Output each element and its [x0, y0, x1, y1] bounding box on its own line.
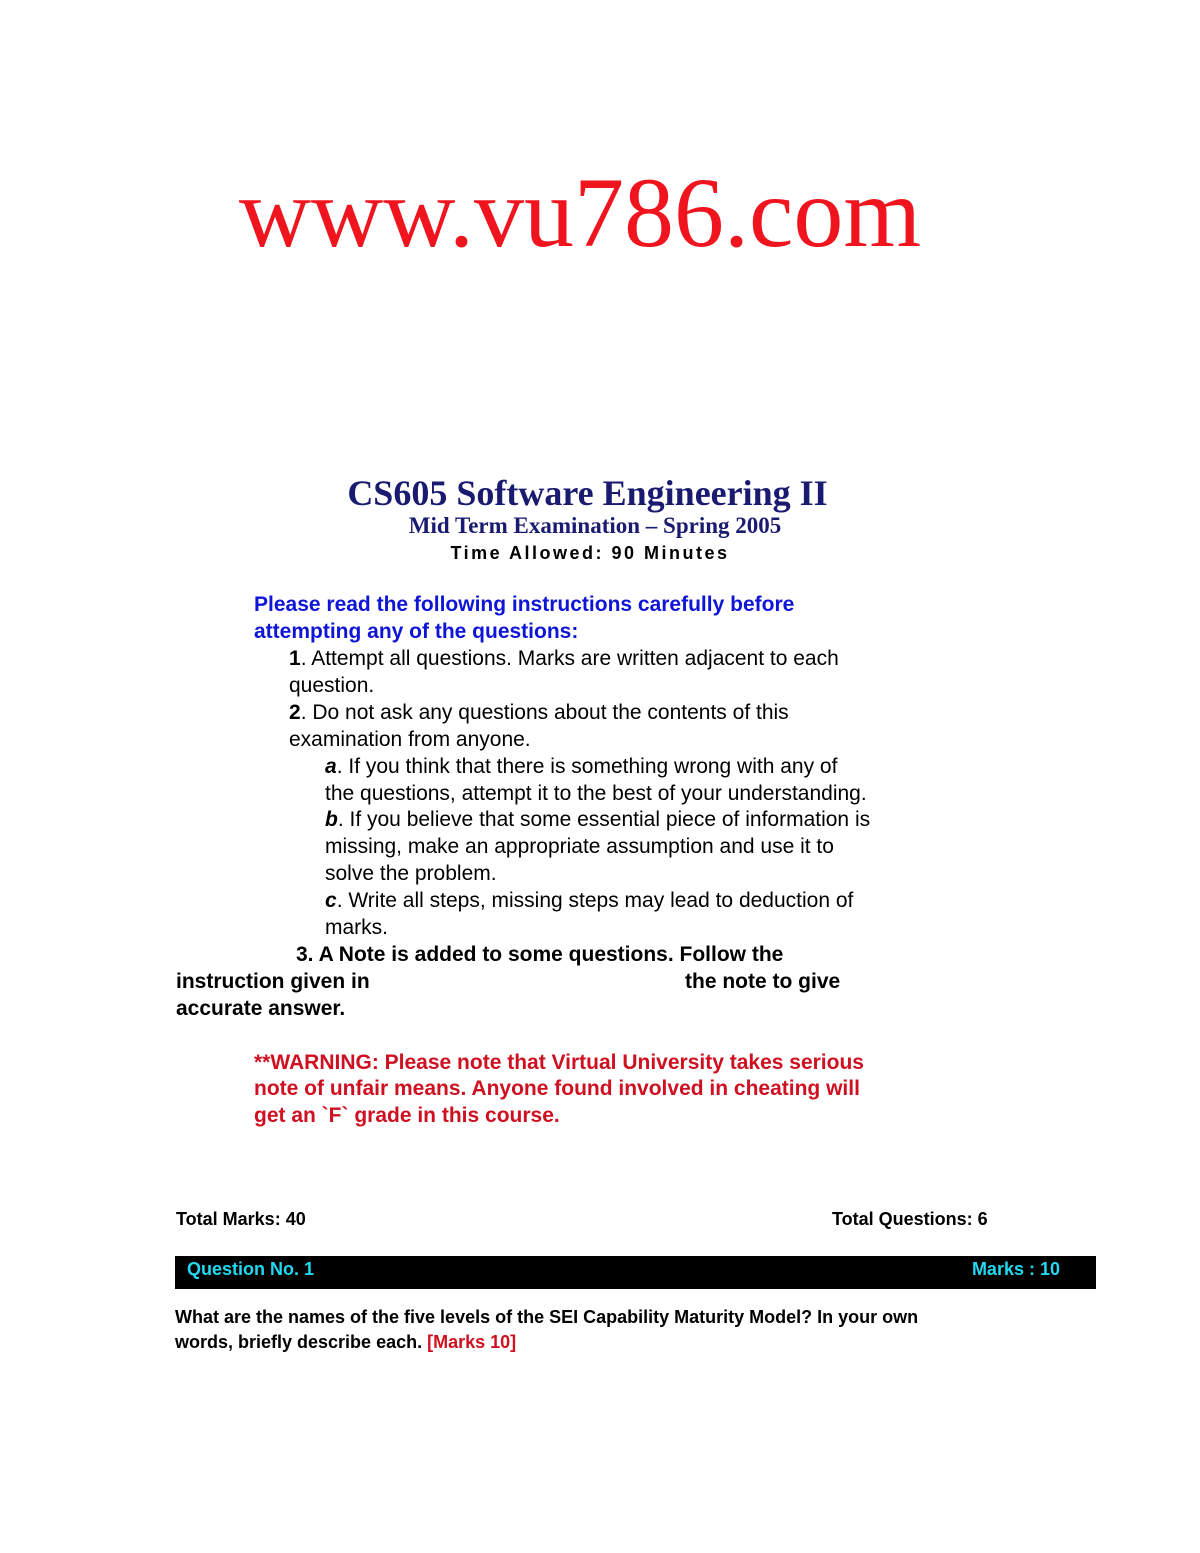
- instruction-subitem-b: [325, 806, 870, 833]
- question-text-line1: What are the names of the five levels of the SEI Capability Maturity Model? In your own: [175, 1307, 919, 1327]
- instructions-heading-line2: attempting any of the questions:: [254, 620, 579, 643]
- subitem-letter: b: [325, 808, 338, 831]
- exam-title: CS605 Software Engineering II: [347, 473, 828, 513]
- subitem-text: . Write all steps, missing steps may lead to deduction of: [336, 889, 854, 912]
- instruction-subitem-c-cont: marks.: [325, 916, 388, 939]
- question-number-label: Question No. 1: [187, 1259, 315, 1279]
- instruction-item-3: 3. A Note is added to some questions. Follow the: [296, 943, 784, 966]
- total-questions: Total Questions: 6: [832, 1209, 988, 1229]
- subitem-text: . If you believe that some essential piece of information is: [337, 808, 871, 831]
- warning-line2: note of unfair means. Anyone found involved in cheating will: [254, 1077, 860, 1100]
- instruction-number: 2: [289, 701, 301, 724]
- instruction-item-3-cont-c: accurate answer.: [176, 997, 346, 1020]
- instruction-text: . Attempt all questions. Marks are written adjacent to each: [300, 647, 839, 670]
- question-inline-marks: [Marks 10]: [427, 1332, 517, 1352]
- subitem-letter: a: [325, 755, 337, 778]
- instruction-item-1-cont: question.: [289, 674, 375, 697]
- instruction-item-1: [289, 645, 839, 672]
- question-marks-label: Marks : 10: [971, 1259, 1060, 1279]
- subitem-letter: c: [325, 889, 337, 912]
- instruction-item-3-cont-a: instruction given in: [176, 970, 370, 993]
- subitem-text: . If you think that there is something wrong with any of: [336, 755, 838, 778]
- question-header-bar: [175, 1256, 1096, 1289]
- instruction-number: 1: [289, 647, 301, 670]
- instruction-subitem-a-cont: the questions, attempt it to the best of your understanding.: [325, 782, 867, 805]
- instructions-heading-line1: Please read the following instructions carefully before: [254, 593, 795, 616]
- question-text: words, briefly describe each.: [175, 1332, 428, 1352]
- instruction-subitem-b-cont2: solve the problem.: [325, 862, 497, 885]
- instruction-item-2-cont: examination from anyone.: [289, 728, 531, 751]
- time-allowed: Time Allowed: 90 Minutes: [450, 543, 730, 563]
- instruction-subitem-a: [325, 753, 837, 780]
- total-marks: Total Marks: 40: [176, 1209, 306, 1229]
- exam-subtitle: Mid Term Examination – Spring 2005: [408, 513, 782, 538]
- instruction-item-3-cont-b: the note to give: [685, 970, 841, 993]
- instruction-item-2: [289, 699, 789, 726]
- warning-line3: get an `F` grade in this course.: [254, 1104, 560, 1127]
- instruction-subitem-c: [325, 887, 853, 914]
- watermark-text: www.vu786.com: [238, 157, 922, 268]
- instruction-subitem-b-cont1: missing, make an appropriate assumption and use it to: [325, 835, 834, 858]
- question-text-line2: [175, 1332, 516, 1353]
- instruction-text: . Do not ask any questions about the contents of this: [300, 701, 789, 724]
- warning-line1: **WARNING: Please note that Virtual University takes serious: [254, 1051, 864, 1074]
